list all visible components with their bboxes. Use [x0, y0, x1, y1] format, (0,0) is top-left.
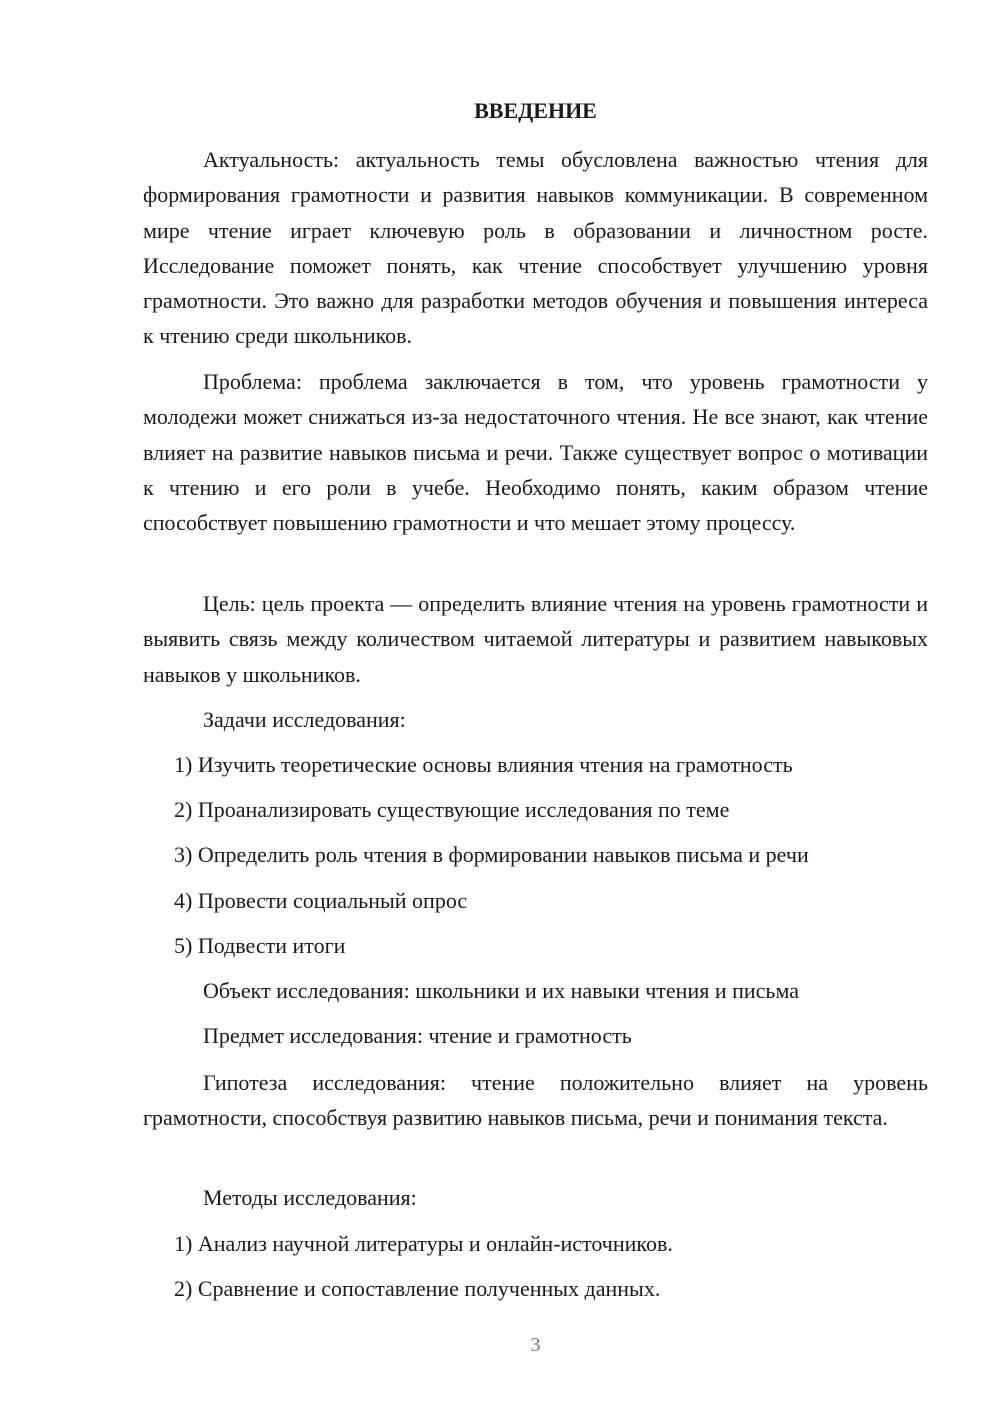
relevance-paragraph: Актуальность: актуальность темы обусловлена важностью чтения для формирования грамотности и развития навыков коммуникации. В современном мире чтение играет ключевую роль в образовании и личностном росте. Исследование поможет понять, как чтение способствует улучшению уровня грамотности. Это важно для разработки методов обучения и повышения интереса к чтению среди школьников. [143, 147, 928, 349]
task-item: 4) Провести социальный опрос [174, 888, 468, 913]
document-page [143, 0, 928, 1414]
research-object: Объект исследования: школьники и их навыки чтения и письма [203, 978, 799, 1003]
task-item: 5) Подвести итоги [174, 933, 346, 958]
task-item: 2) Проанализировать существующие исследования по теме [174, 797, 730, 822]
task-item: 1) Изучить теоретические основы влияния чтения на грамотность [174, 752, 793, 777]
goal-paragraph: Цель: цель проекта — определить влияние чтения на уровень грамотности и выявить связь между количеством читаемой литературы и развитием навыковых навыков у школьников. [143, 591, 928, 687]
page-number: 3 [530, 1334, 541, 1356]
tasks-heading: Задачи исследования: [203, 707, 406, 732]
problem-paragraph: Проблема: проблема заключается в том, что уровень грамотности у молодежи может снижаться из-за недостаточного чтения. Не все знают, как чтение влияет на развитие навыков письма и речи. Также существует вопрос о мотивации к чтению и его роли в учебе. Необходимо понять, каким образом чтение способствует повышению грамотности и что мешает этому процессу. [143, 369, 928, 536]
task-item: 3) Определить роль чтения в формировании навыков письма и речи [174, 842, 809, 867]
methods-heading: Методы исследования: [203, 1185, 417, 1210]
hypothesis-paragraph: Гипотеза исследования: чтение положительно влияет на уровень грамотности, способствуя развитию навыков письма, речи и понимания текста. [143, 1070, 928, 1131]
research-subject: Предмет исследования: чтение и грамотность [203, 1023, 632, 1048]
section-title: ВВЕДЕНИЕ [474, 98, 597, 123]
method-item: 2) Сравнение и сопоставление полученных данных. [174, 1276, 661, 1301]
method-item: 1) Анализ научной литературы и онлайн-источников. [174, 1231, 673, 1256]
